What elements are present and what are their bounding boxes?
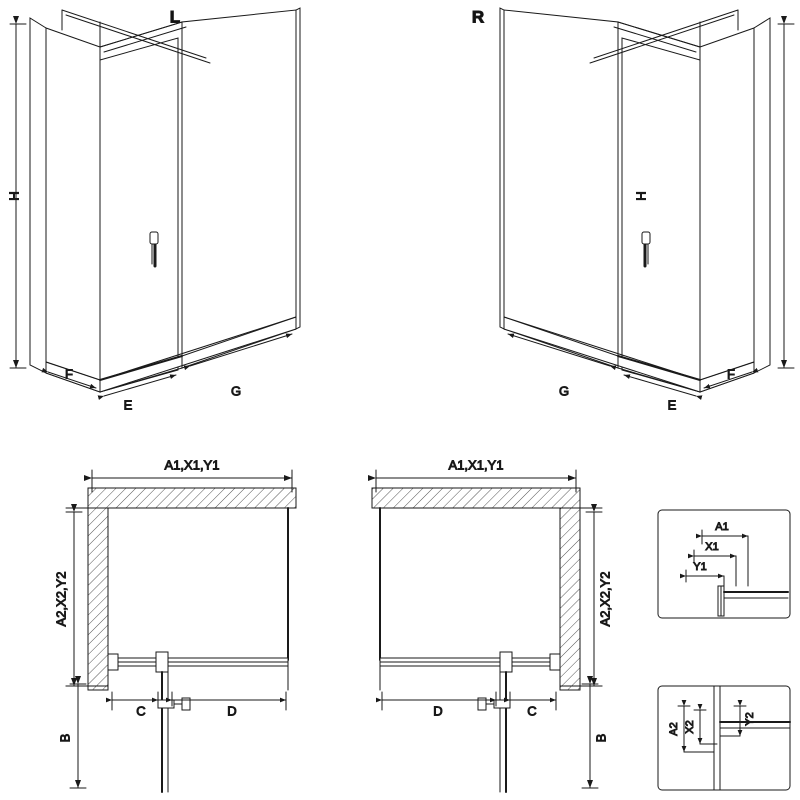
iso-left-F-label: F [65, 366, 73, 382]
detail-callout-bottom [658, 686, 790, 790]
plan-right-C-label: C [527, 703, 537, 719]
iso-left-G-label: G [230, 383, 242, 399]
plan-left-B-label: B [57, 733, 73, 743]
iso-right-height-label: H [633, 191, 649, 201]
iso-view-left [10, 8, 300, 399]
plan-right-B-label: B [593, 733, 609, 743]
iso-right-E-label: E [667, 397, 677, 413]
plan-right-side-dim-label: A2,X2,Y2 [597, 571, 613, 627]
plan-left-top-dim-label: A1,X1,Y1 [164, 457, 220, 473]
detail-top-Y1-label: Y1 [693, 560, 707, 573]
iso-left-hand-label: L [169, 7, 181, 27]
iso-right-F-label: F [727, 366, 735, 382]
plan-view-left [66, 470, 296, 792]
detail-bottom-X2-label: X2 [683, 720, 696, 734]
plan-left-D-label: D [227, 703, 237, 719]
iso-left-height-label: H [6, 191, 22, 201]
plan-left-C-label: C [136, 703, 146, 719]
iso-right-hand-label: R [471, 7, 485, 27]
iso-left-E-label: E [123, 397, 133, 413]
plan-view-right [372, 470, 602, 792]
detail-top-X1-label: X1 [705, 540, 719, 553]
plan-right-D-label: D [433, 703, 443, 719]
iso-view-right [500, 8, 794, 399]
plan-right-top-dim-label: A1,X1,Y1 [448, 457, 504, 473]
detail-top-A1-label: A1 [715, 520, 729, 533]
iso-right-G-label: G [558, 383, 570, 399]
plan-left-side-dim-label: A2,X2,Y2 [53, 571, 69, 627]
detail-bottom-Y2-label: Y2 [743, 712, 756, 726]
detail-bottom-A2-label: A2 [667, 722, 680, 736]
